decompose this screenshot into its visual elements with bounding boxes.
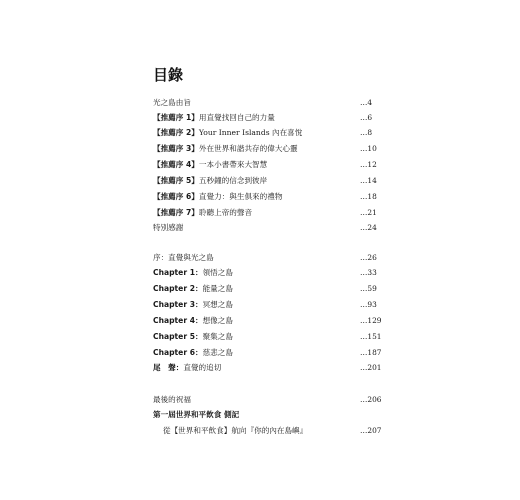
toc-entry-text: 直覺力：與生俱來的禮物	[198, 192, 283, 201]
toc-page-number: …24	[360, 223, 377, 232]
toc-entry-text: 慈悲之島	[202, 348, 233, 357]
toc-entry-text: 從【世界和平飲食】航向『你的內在島嶼』	[163, 426, 308, 435]
toc-entry-prefix: 【推薦序 1】	[153, 113, 199, 122]
toc-entry-text: 一本小書帶來大智慧	[198, 160, 268, 169]
toc-entry-text: 最後的祝福	[153, 395, 191, 404]
toc-page-number: …14	[360, 176, 377, 185]
toc-entry-prefix: 【推薦序 6】	[153, 192, 199, 201]
toc-entry	[153, 424, 398, 438]
toc-entry	[153, 190, 398, 204]
toc-entry	[153, 142, 398, 156]
toc-entry-text: 五秒鐘的信念到彼岸	[198, 176, 268, 185]
toc-entry	[153, 330, 398, 344]
toc-entry-text: 能量之島	[202, 284, 233, 293]
toc-entry	[153, 158, 398, 172]
toc-page-number: …6	[360, 113, 373, 122]
toc-entry-prefix: Chapter 6：	[153, 348, 203, 357]
toc-entry	[153, 266, 398, 280]
toc-page-number: …206	[360, 395, 382, 404]
toc-page-number: …201	[360, 363, 382, 372]
toc-entry	[153, 174, 398, 188]
page-title: 目錄	[153, 66, 184, 84]
toc-entry-prefix: 【推薦序 2】	[153, 128, 199, 137]
toc-entry-text: 直覺的追切	[183, 363, 222, 372]
toc-entry	[153, 393, 398, 407]
toc-page-number: …59	[360, 284, 377, 293]
toc-page-number: …33	[360, 268, 377, 277]
toc-entry-prefix: 【推薦序 7】	[153, 208, 199, 217]
toc-entry-text: 想像之島	[202, 316, 233, 325]
toc-entry	[153, 206, 398, 220]
toc-entry-text: 聚集之島	[202, 332, 233, 341]
toc-page-number: …18	[360, 192, 377, 201]
toc-entry-prefix: 【推薦序 3】	[153, 144, 199, 153]
toc-entry-text: 用直覺找回自己的力量	[198, 113, 275, 122]
toc-page-number: …93	[360, 300, 377, 309]
toc-entry	[153, 251, 398, 265]
toc-entry-text: 光之島由旨	[153, 98, 191, 107]
toc-entry	[153, 126, 398, 140]
toc-entry	[153, 96, 398, 110]
toc-entry-text: 冥想之島	[202, 300, 233, 309]
toc-entry-text: 外在世界和諧共存的偉大心靈	[198, 144, 298, 153]
toc-entry-text: 特別感謝	[153, 223, 184, 232]
toc-entry-prefix: 【推薦序 5】	[153, 176, 199, 185]
toc-page-number: …129	[360, 316, 382, 325]
toc-entry-text: 聆聽上帝的聲音	[198, 208, 253, 217]
toc-entry-prefix: Chapter 1：	[153, 268, 203, 277]
toc-entry-text: 領悟之島	[202, 268, 233, 277]
toc-entry	[153, 282, 398, 296]
toc-page-number: …12	[360, 160, 377, 169]
toc-entry	[153, 314, 398, 328]
toc-page-number: …21	[360, 208, 377, 217]
toc-entry-prefix: Chapter 5：	[153, 332, 203, 341]
toc-page-number: …4	[360, 98, 373, 107]
toc-page-number: …187	[360, 348, 382, 357]
toc-entry-prefix: 第一屆世界和平飲食 側記	[153, 410, 240, 419]
toc-page-number: …8	[360, 128, 373, 137]
toc-entry	[153, 408, 398, 422]
toc-entry-prefix: 尾 聲：	[153, 363, 184, 372]
toc-entry-prefix: Chapter 3：	[153, 300, 203, 309]
toc-page-number: …26	[360, 253, 377, 262]
toc-entry	[153, 111, 398, 125]
toc-entry	[153, 346, 398, 360]
toc-entry-text: Your Inner Islands 內在喜悅	[198, 128, 303, 137]
toc-entry-prefix: Chapter 2：	[153, 284, 203, 293]
toc-page-number: …151	[360, 332, 382, 341]
toc-entry-prefix: Chapter 4：	[153, 316, 203, 325]
toc-entry-prefix: 【推薦序 4】	[153, 160, 199, 169]
toc-entry	[153, 361, 398, 375]
toc-entry	[153, 298, 398, 312]
toc-entry-text: 序：直覺與光之島	[153, 253, 214, 262]
toc-page-number: …10	[360, 144, 377, 153]
toc-page-number: …207	[360, 426, 382, 435]
toc-entry	[153, 221, 398, 235]
